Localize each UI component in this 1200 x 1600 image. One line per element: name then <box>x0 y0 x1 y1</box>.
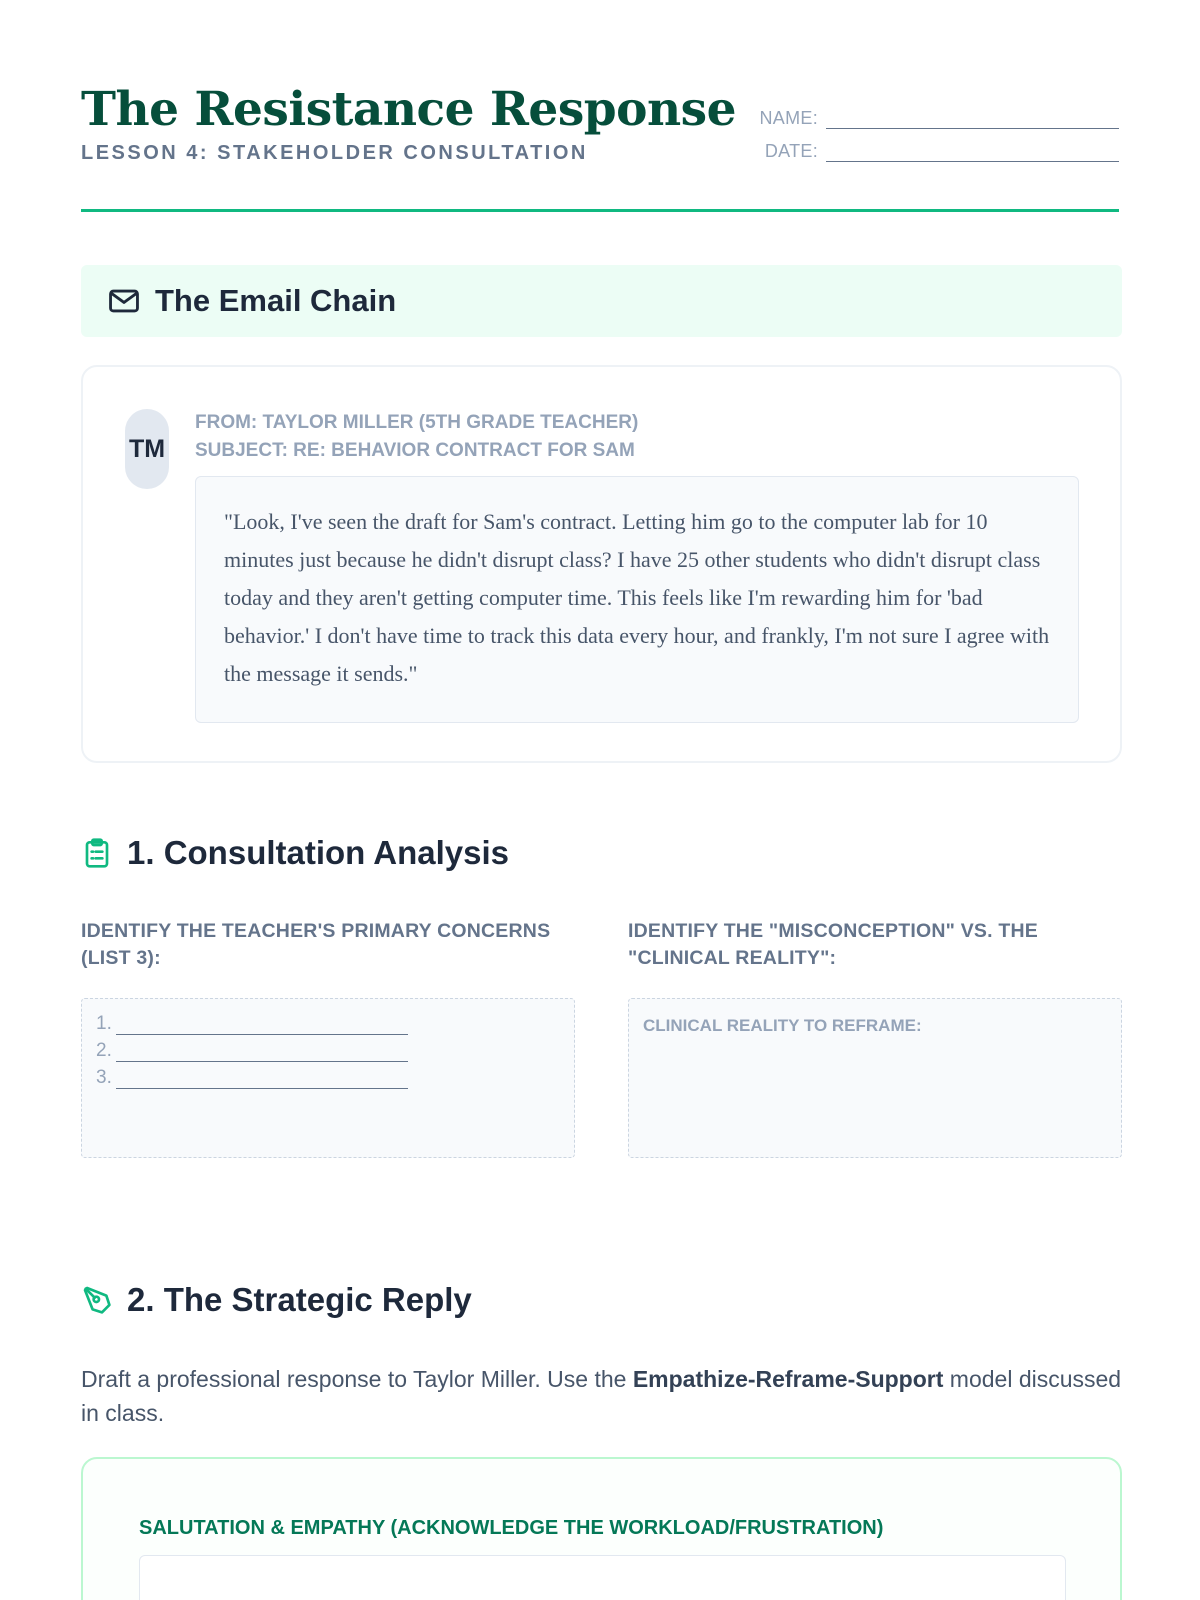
instructions-text-start: Draft a professional response to Taylor Miller. Use the <box>81 1366 633 1392</box>
email-from: FROM: TAYLOR MILLER (5TH GRADE TEACHER) <box>195 412 639 433</box>
consultation-analysis-heading <box>81 834 509 872</box>
pen-tool-icon <box>81 1283 113 1317</box>
name-label: NAME: <box>759 108 818 128</box>
reply-card <box>81 1457 1122 1600</box>
email-chain-banner <box>81 265 1122 337</box>
strategic-reply-title: 2. The Strategic Reply <box>127 1281 472 1318</box>
reply-instructions <box>81 1362 1122 1430</box>
concerns-label: IDENTIFY THE TEACHER'S PRIMARY CONCERNS (LIST 3): <box>81 920 551 969</box>
name-field[interactable] <box>826 111 1119 129</box>
concern-line-2[interactable] <box>96 1040 408 1062</box>
email-chain-title: The Email Chain <box>155 283 397 318</box>
page-title: The Resistance Response <box>81 82 737 137</box>
clipboard-list-icon <box>81 836 113 870</box>
email-meta <box>195 409 638 465</box>
instructions-text-end: model discussed in class. <box>81 1366 1122 1426</box>
consultation-analysis-title: 1. Consultation Analysis <box>127 834 510 871</box>
concern-number-3: 3. <box>96 1067 112 1088</box>
email-card <box>81 365 1122 763</box>
concern-number-2: 2. <box>96 1040 112 1061</box>
name-field-row <box>759 108 1119 129</box>
concern-number-1: 1. <box>96 1013 112 1034</box>
mail-icon <box>107 284 141 318</box>
misconception-label: IDENTIFY THE "MISCONCEPTION" VS. THE "CLINICAL REALITY": <box>628 920 1038 969</box>
email-body: "Look, I've seen the draft for Sam's contract. Letting him go to the computer lab for 10 minutes just because he didn't disrupt class? I have 25 other students who didn't disrupt class today and they aren't getting computer time. This feels like I'm rewarding him for 'bad behavior.' I don't have time to track this data every hour, and frankly, I'm not sure I agree with the message it sends." <box>195 476 1079 723</box>
concern-line-3[interactable] <box>96 1067 408 1089</box>
clinical-reality-label: CLINICAL REALITY TO REFRAME: <box>643 1016 922 1035</box>
concerns-answer-box[interactable] <box>81 998 575 1158</box>
email-subject: SUBJECT: RE: BEHAVIOR CONTRACT FOR SAM <box>195 440 635 461</box>
model-name: Empathize-Reframe-Support <box>632 1366 944 1392</box>
lesson-subtitle: LESSON 4: STAKEHOLDER CONSULTATION <box>81 142 588 164</box>
salutation-input[interactable] <box>139 1555 1066 1600</box>
avatar: TM <box>125 409 169 489</box>
clinical-reality-answer-box[interactable] <box>628 998 1122 1158</box>
concern-line-1[interactable] <box>96 1013 408 1035</box>
date-field-row <box>765 141 1119 162</box>
date-field[interactable] <box>826 144 1119 162</box>
salutation-label: SALUTATION & EMPATHY (ACKNOWLEDGE THE WORKLOAD/FRUSTRATION) <box>139 1517 884 1539</box>
strategic-reply-heading <box>81 1281 472 1319</box>
worksheet-header <box>81 0 1119 212</box>
date-label: DATE: <box>764 141 818 161</box>
